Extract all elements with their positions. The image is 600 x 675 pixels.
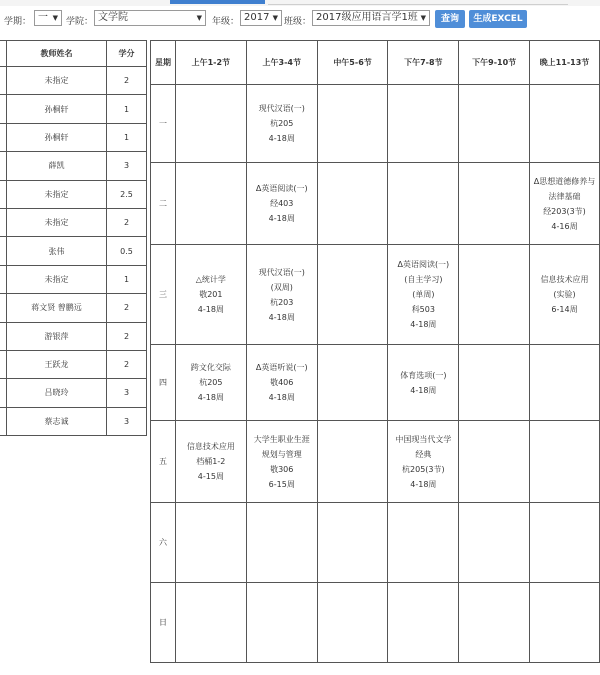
course-info-line: 6-14周	[551, 305, 578, 314]
credit-cell: 2	[107, 67, 147, 95]
empty-slot-cell	[529, 421, 599, 503]
credit-cell: 1	[107, 265, 147, 293]
course-info-line: 大学生职业生涯	[253, 434, 310, 444]
period-header: 上午3-4节	[246, 41, 317, 85]
teacher-cell: 游银萍	[7, 322, 107, 350]
credit-cell: 2.5	[107, 180, 147, 208]
teacher-cell: 王跃龙	[7, 350, 107, 378]
table-row	[0, 208, 147, 236]
empty-slot-cell	[529, 583, 599, 663]
corner-label: 星期	[154, 57, 171, 67]
course-info-line: 敬306	[270, 464, 294, 474]
course-cell[interactable]	[175, 245, 246, 345]
table-row	[0, 322, 147, 350]
active-tab-indicator[interactable]	[170, 0, 265, 4]
course-cell[interactable]	[175, 345, 246, 421]
course-info-line: △统计学	[195, 275, 226, 284]
empty-slot-cell	[175, 503, 246, 583]
course-cell[interactable]	[388, 245, 459, 345]
chevron-down-icon: ▼	[272, 14, 278, 22]
grade-value: 2017	[244, 12, 270, 23]
course-info-line: 4-18周	[197, 393, 224, 402]
timetable-row	[151, 421, 600, 503]
tab-strip-border	[268, 0, 568, 5]
timetable-header-row	[151, 41, 600, 85]
course-info-line: 4-18周	[197, 305, 224, 314]
empty-slot-cell	[529, 345, 599, 421]
course-info-line: 法律基础	[548, 191, 581, 201]
empty-slot-cell	[459, 421, 530, 503]
teacher-cell: 蔡志诚	[7, 407, 107, 435]
empty-slot-cell	[317, 345, 388, 421]
empty-slot-cell	[246, 503, 317, 583]
credit-cell: 1	[107, 95, 147, 123]
course-info-line: 中国现当代文学	[395, 434, 452, 444]
timetable-row	[151, 583, 600, 663]
chevron-down-icon: ▼	[420, 14, 426, 22]
course-info-line: 杭205	[199, 378, 223, 387]
empty-slot-cell	[175, 85, 246, 163]
table-row	[0, 180, 147, 208]
table-row	[0, 152, 147, 180]
empty-slot-cell	[529, 85, 599, 163]
period-header: 下午9-10节	[459, 41, 530, 85]
empty-slot-cell	[175, 163, 246, 245]
period-header: 下午7-8节	[388, 41, 459, 85]
course-cell[interactable]	[246, 85, 317, 163]
query-button[interactable]: 查询	[435, 10, 465, 28]
credit-cell: 2	[107, 294, 147, 322]
course-info-line: Δ英语听说(一)	[255, 363, 308, 372]
teacher-cell: 孙桐轩	[7, 123, 107, 151]
credit-cell: 2	[107, 350, 147, 378]
credit-cell: 0.5	[107, 237, 147, 265]
course-info-line: 杭205	[270, 119, 294, 128]
course-cell[interactable]	[388, 345, 459, 421]
empty-slot-cell	[317, 163, 388, 245]
empty-slot-cell	[317, 421, 388, 503]
timetable-row	[151, 503, 600, 583]
course-info-line: 4-18周	[410, 385, 437, 395]
course-info-line: 信息技术应用	[540, 275, 589, 284]
course-cell[interactable]	[246, 421, 317, 503]
course-info-line: 经403	[270, 199, 294, 208]
semester-value: 一	[38, 12, 48, 23]
table-row	[0, 294, 147, 322]
weekday-cell: 一	[151, 85, 176, 163]
teacher-cell: 未指定	[7, 67, 107, 95]
course-cell[interactable]	[529, 245, 599, 345]
timetable-row	[151, 245, 600, 345]
table-row	[0, 67, 147, 95]
course-info-line: 规划与管理	[261, 449, 302, 459]
weekday-corner-header	[151, 41, 176, 85]
course-info-line: 信息技术应用	[186, 442, 235, 451]
course-info-line: (实验)	[553, 290, 576, 299]
period-header: 上午1-2节	[175, 41, 246, 85]
course-info-line: 4-18周	[410, 320, 437, 329]
weekday-cell: 二	[151, 163, 176, 245]
grade-label: 年级：	[212, 17, 240, 27]
timetable-row	[151, 163, 600, 245]
teacher-cell: 未指定	[7, 265, 107, 293]
empty-slot-cell	[459, 245, 530, 345]
teacher-cell: 孙桐轩	[7, 95, 107, 123]
course-cell[interactable]	[175, 421, 246, 503]
class-select[interactable]	[312, 10, 430, 26]
filter-bar	[0, 8, 600, 32]
course-cell[interactable]	[388, 421, 459, 503]
course-info-line: 经典	[415, 449, 432, 459]
course-info-line: 现代汉语(一)	[258, 267, 305, 277]
course-info-line: 4-18周	[410, 479, 437, 489]
course-list-table	[0, 40, 147, 436]
table-row	[0, 123, 147, 151]
empty-slot-cell	[388, 583, 459, 663]
empty-slot-cell	[317, 583, 388, 663]
timetable	[150, 40, 600, 663]
class-value: 2017级应用语言学1班	[316, 12, 418, 23]
table-row	[0, 407, 147, 435]
empty-slot-cell	[317, 245, 388, 345]
credit-cell: 3	[107, 407, 147, 435]
empty-slot-cell	[317, 503, 388, 583]
teacher-cell: 薛凯	[7, 152, 107, 180]
semester-select[interactable]	[34, 10, 62, 26]
teacher-cell: 吕晓玲	[7, 379, 107, 407]
empty-slot-cell	[388, 163, 459, 245]
course-info-line: 经203(3节)	[543, 206, 586, 216]
course-info-line: 敬201	[199, 290, 223, 299]
credit-cell: 3	[107, 379, 147, 407]
course-cell[interactable]	[246, 245, 317, 345]
empty-slot-cell	[459, 345, 530, 421]
chevron-down-icon: ▼	[196, 14, 202, 22]
weekday-cell: 三	[151, 245, 176, 345]
course-cell[interactable]	[529, 163, 599, 245]
college-value: 文学院	[98, 12, 128, 23]
teacher-cell: 未指定	[7, 180, 107, 208]
course-info-line: (自主学习)	[404, 275, 443, 284]
class-label: 班级：	[284, 17, 312, 27]
course-info-line: 4-18周	[268, 134, 295, 143]
empty-slot-cell	[388, 503, 459, 583]
course-info-line: 6-15周	[268, 479, 295, 489]
empty-slot-cell	[388, 85, 459, 163]
empty-slot-cell	[529, 503, 599, 583]
semester-label: 学期：	[4, 17, 32, 27]
teacher-cell: 未指定	[7, 208, 107, 236]
credit-cell: 2	[107, 322, 147, 350]
credit-cell: 1	[107, 123, 147, 151]
course-info-line: 4-16周	[551, 221, 578, 231]
credit-cell: 2	[107, 208, 147, 236]
course-info-line: 4-18周	[268, 393, 295, 402]
empty-slot-cell	[317, 85, 388, 163]
course-info-line: 敬406	[270, 378, 294, 387]
table-row	[0, 379, 147, 407]
course-info-line: 杭203	[270, 297, 294, 307]
period-header: 中午5-6节	[317, 41, 388, 85]
weekday-cell: 六	[151, 503, 176, 583]
timetable-row	[151, 85, 600, 163]
table-row	[0, 350, 147, 378]
table-row	[0, 237, 147, 265]
college-select[interactable]	[94, 10, 206, 26]
course-info-line: Δ英语阅读(一)	[397, 260, 450, 269]
course-info-line: 4-18周	[268, 312, 295, 322]
generate-excel-button[interactable]: 生成EXCEL	[469, 10, 527, 28]
grade-select[interactable]	[240, 10, 282, 26]
course-cell[interactable]	[246, 163, 317, 245]
course-info-line: 档桶1-2	[196, 457, 226, 466]
course-info-line: 杭205(3节)	[402, 464, 445, 474]
weekday-cell: 五	[151, 421, 176, 503]
course-table-header-row	[0, 41, 147, 67]
weekday-cell: 四	[151, 345, 176, 421]
table-row	[0, 95, 147, 123]
credit-cell: 3	[107, 152, 147, 180]
empty-slot-cell	[246, 583, 317, 663]
period-header: 晚上11-13节	[529, 41, 599, 85]
empty-slot-cell	[459, 85, 530, 163]
teacher-cell: 张伟	[7, 237, 107, 265]
header-teacher: 教师姓名	[7, 41, 107, 67]
course-info-line: (双周)	[270, 282, 293, 292]
empty-slot-cell	[459, 163, 530, 245]
college-label: 学院：	[66, 17, 94, 27]
table-row	[0, 265, 147, 293]
course-cell[interactable]	[246, 345, 317, 421]
course-info-line: 科503	[411, 305, 435, 314]
course-info-line: 跨文化交际	[190, 363, 231, 372]
course-info-line: 现代汉语(一)	[258, 104, 305, 113]
course-info-line: 体育选项(一)	[400, 370, 447, 380]
teacher-cell: 蒋文贤 曾鹏远	[7, 294, 107, 322]
empty-slot-cell	[175, 583, 246, 663]
timetable-row	[151, 345, 600, 421]
chevron-down-icon: ▼	[52, 14, 58, 22]
header-credit: 学分	[107, 41, 147, 67]
empty-slot-cell	[459, 583, 530, 663]
weekday-cell: 日	[151, 583, 176, 663]
course-info-line: 4-15周	[197, 472, 224, 481]
empty-slot-cell	[459, 503, 530, 583]
top-tab-strip	[0, 0, 600, 6]
course-info-line: Δ英语阅读(一)	[255, 184, 308, 193]
course-info-line: (单周)	[412, 290, 435, 299]
course-info-line: Δ思想道德修养与	[533, 176, 596, 186]
course-info-line: 4-18周	[268, 214, 295, 223]
